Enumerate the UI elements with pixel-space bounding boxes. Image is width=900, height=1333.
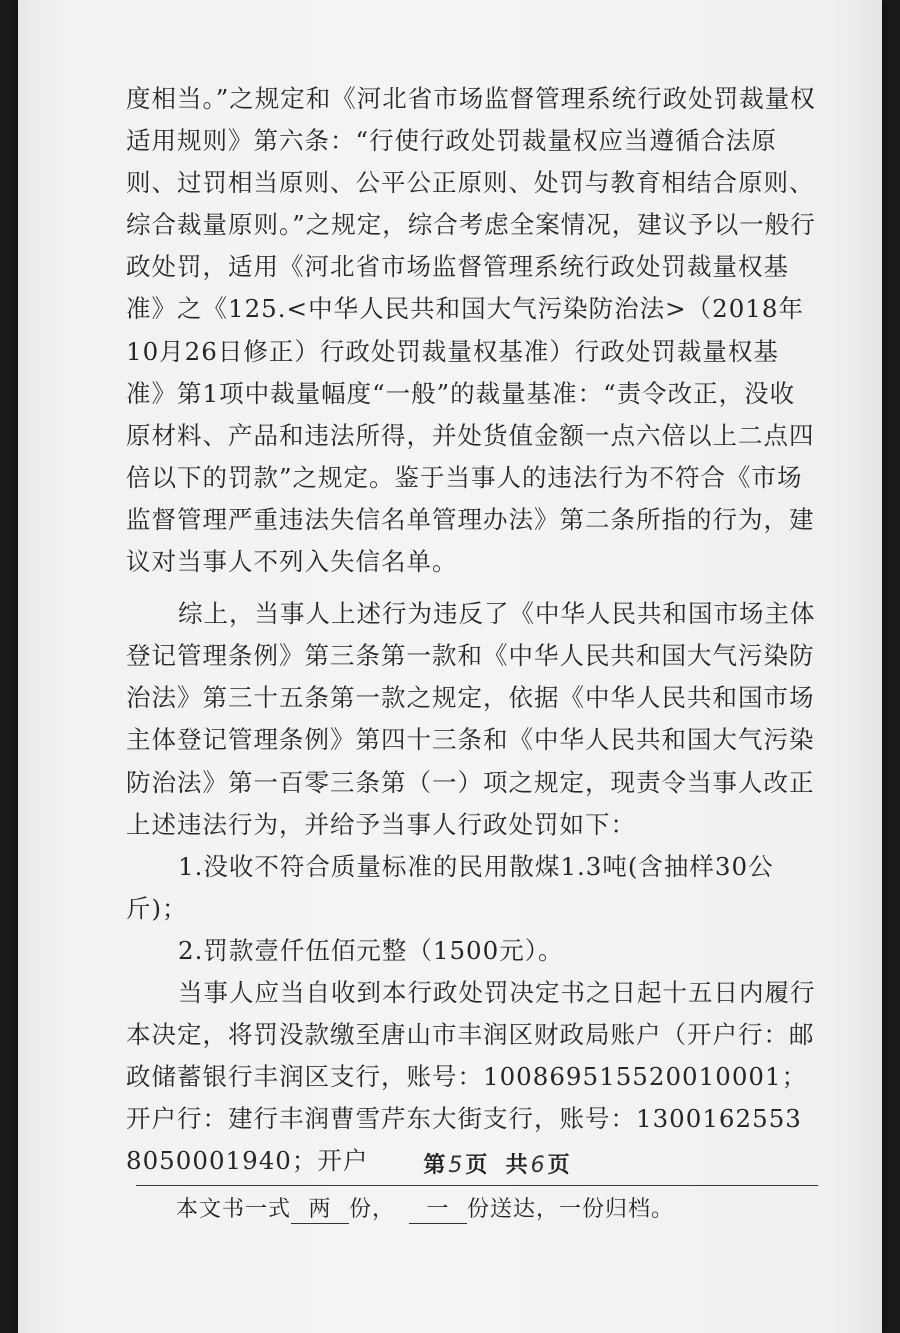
paragraph-conclusion: 综上，当事人上述行为违反了《中华人民共和国市场主体登记管理条例》第三条第一款和《中华人民共和国大气污染防治法》第三十五条第一款之规定，依据《中华人民共和国市场主体登记管理条例》第四十三条和《中华人民共和国大气污染防治法》第一百零三条第（一）项之规定，现责令当事人改正上述违法行为，并给予当事人行政处罚如下： bbox=[126, 599, 816, 839]
document-page bbox=[18, 0, 882, 1333]
page-number: 第5页 共6页 bbox=[423, 1152, 571, 1178]
penalty-item-2: 2.罚款壹仟伍佰元整（1500元）。 bbox=[178, 935, 564, 965]
paragraph-payment: 当事人应当自收到本行政处罚决定书之日起十五日内履行本决定，将罚没款缴至唐山市丰润区财政局账户（开户行：邮政储蓄银行丰润区支行，账号：100869515520010001；开户行：建行丰润曹雪芹东大街支行，账号：13001625538050001940；开户 bbox=[126, 977, 816, 1176]
document-body bbox=[126, 78, 816, 1182]
copies-count: 两 bbox=[291, 1192, 349, 1224]
penalty-item-1: 1.没收不符合质量标准的民用散煤1.3吨(含抽样30公斤)； bbox=[126, 851, 774, 923]
page-current: 5 bbox=[448, 1153, 464, 1178]
footer-divider bbox=[136, 1185, 818, 1186]
copies-sent: 一 bbox=[409, 1192, 467, 1224]
paragraph-continuation: 度相当。”之规定和《河北省市场监督管理系统行政处罚裁量权适用规则》第六条：“行使行政处罚裁量权应当遵循合法原则、过罚相当原则、公平公正原则、处罚与教育相结合原则、综合裁量原则。”之规定，综合考虑全案情况，建议予以一般行政处罚，适用《河北省市场监督管理系统行政处罚裁量权基准》之《125.<中华人民共和国大气污染防治法>（2018年10月26日修正）行政处罚裁量权基准）行政处罚裁量权基准》第1项中裁量幅度“一般”的裁量基准：“责令改正，没收原材料、产品和违法所得，并处货值金额一点六倍以上二点四倍以下的罚款”之规定。鉴于当事人的违法行为不符合《市场监督管理严重违法失信名单管理办法》第二条所指的行为，建议对当事人不列入失信名单。 bbox=[126, 84, 816, 577]
document-footer bbox=[136, 1148, 818, 1224]
copies-note: 本文书一式 两 份， 一 份送达，一份归档。 bbox=[136, 1192, 818, 1224]
page-total: 6 bbox=[530, 1153, 546, 1178]
